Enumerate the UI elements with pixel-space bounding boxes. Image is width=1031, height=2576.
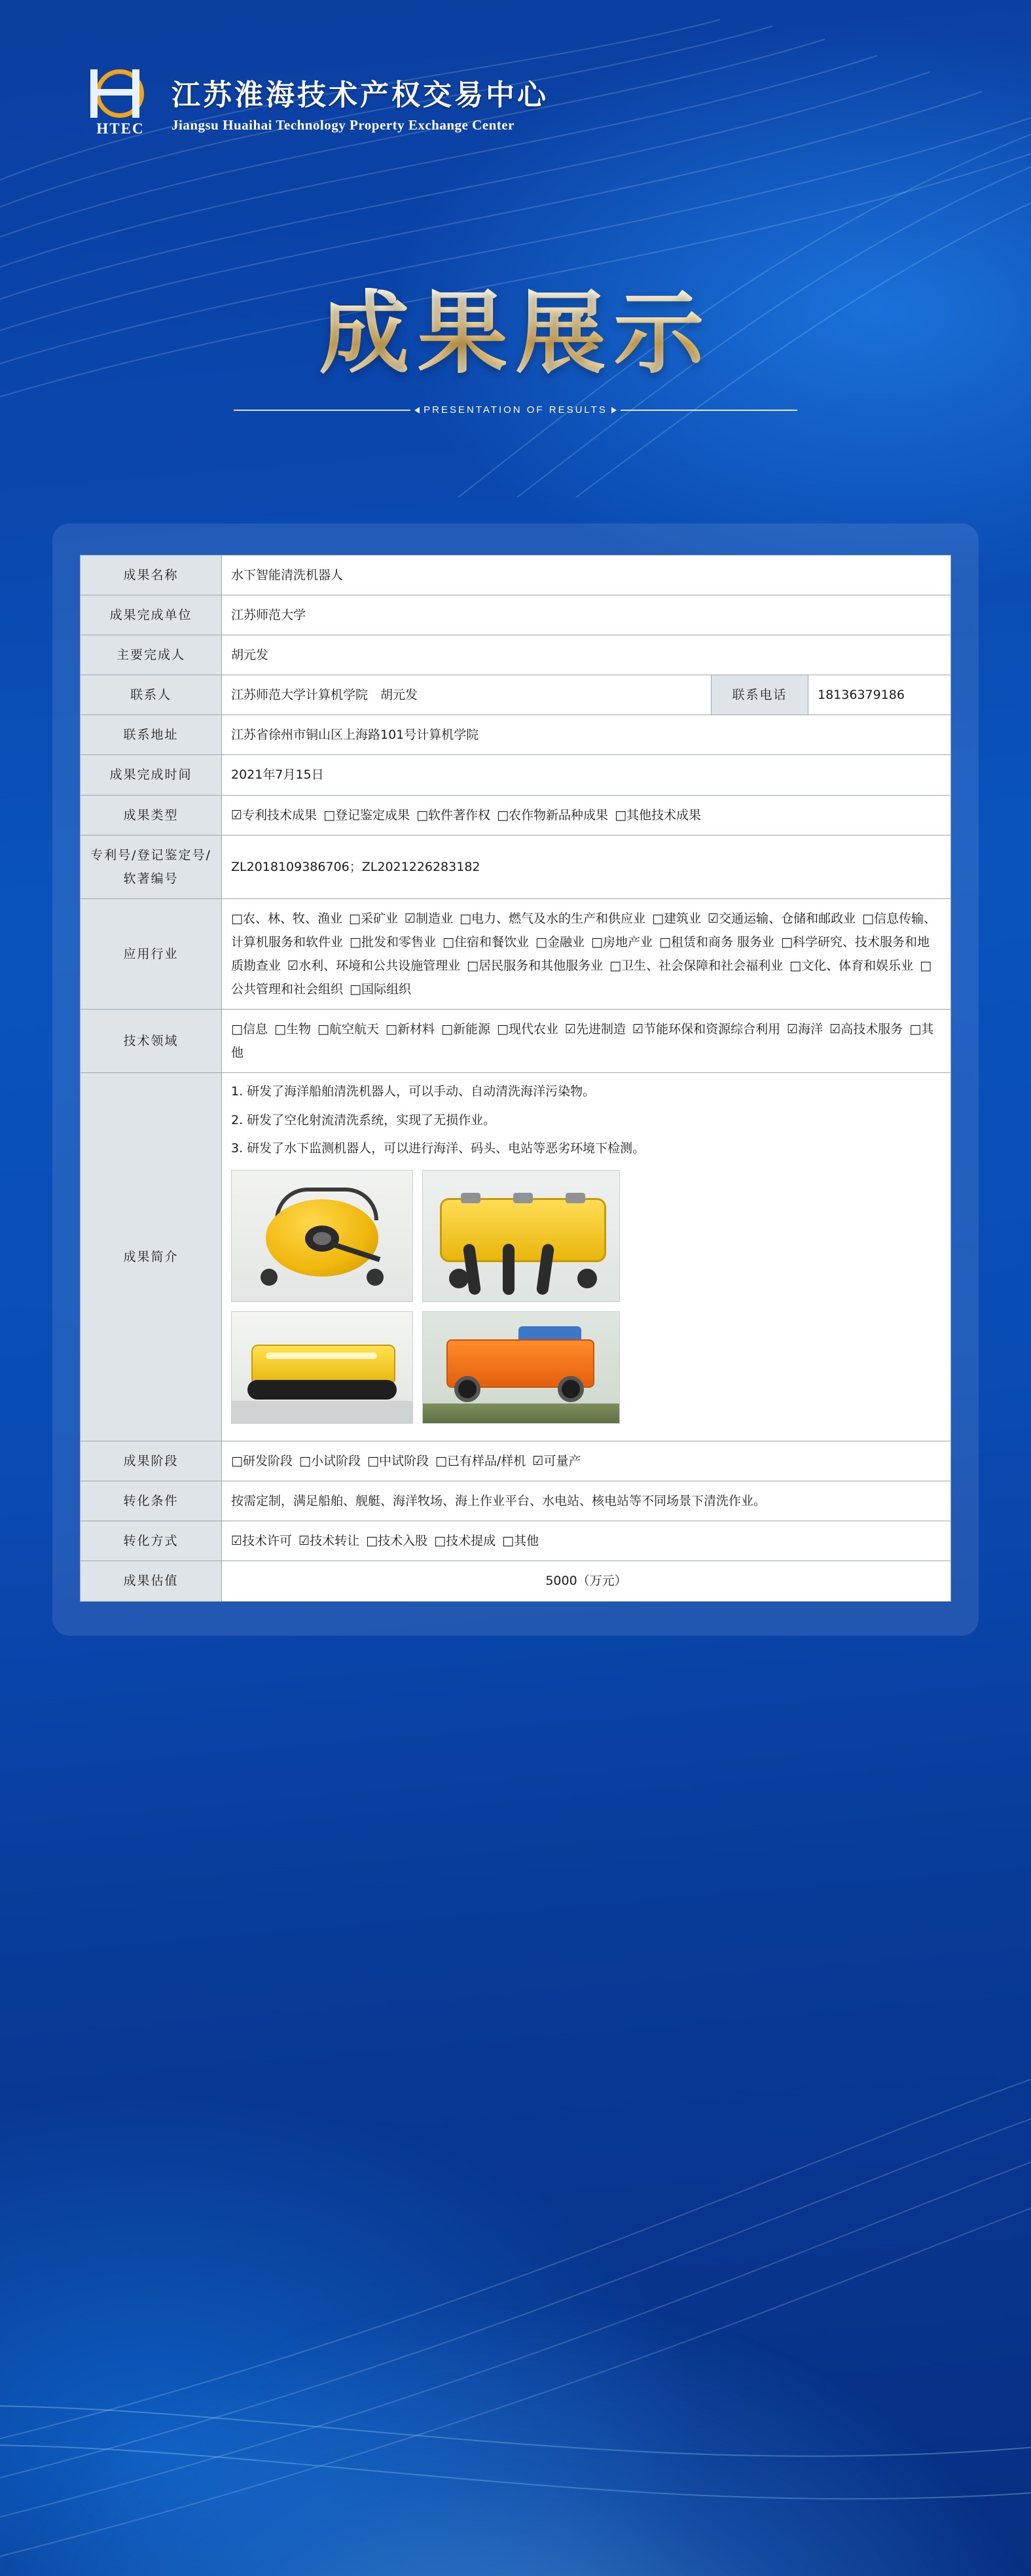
mode-option-2[interactable]: □技术入股 <box>366 1534 432 1549</box>
tech-option-7[interactable]: ☑节能环保和资源综合利用 <box>632 1022 785 1037</box>
label-name: 成果名称 <box>81 556 222 595</box>
brand-logo <box>84 65 549 139</box>
industry-option-7[interactable]: □批发和零售业 <box>350 934 441 949</box>
result-card <box>52 523 979 1636</box>
brief-item-0: 1. 研发了海洋船舶清洗机器人，可以手动、自动清洗海洋污染物。 <box>231 1084 596 1099</box>
photo-orange-robot <box>422 1311 620 1424</box>
label-mode: 转化方式 <box>81 1521 222 1561</box>
stage-option-0[interactable]: □研发阶段 <box>231 1454 297 1469</box>
industry-option-13[interactable]: ☑水利、环境和公共设施管理业 <box>287 959 465 974</box>
label-phone: 联系电话 <box>712 675 808 715</box>
table-row-person <box>81 635 951 675</box>
industry-option-17[interactable]: □公共管理和社会组织 <box>231 959 932 997</box>
photo-row-bottom <box>231 1311 941 1424</box>
photo2-cap-2 <box>513 1193 533 1203</box>
brief-item-2: 3. 研发了水下监测机器人，可以进行海洋、码头、电站等恶劣环境下检测。 <box>231 1140 645 1156</box>
type-option-3[interactable]: □农作物新品种成果 <box>497 807 613 822</box>
photo2-cap-1 <box>461 1193 480 1203</box>
value-person: 胡元发 <box>222 635 951 675</box>
value-tech-options <box>222 1010 951 1073</box>
table-row-patent <box>81 835 951 898</box>
bottom-swoosh-lines <box>0 1987 1031 2576</box>
brand-text <box>172 71 549 133</box>
mode-option-3[interactable]: □技术提成 <box>434 1534 500 1549</box>
type-option-4[interactable]: □其他技术成果 <box>615 807 702 822</box>
label-contact: 联系人 <box>81 675 222 715</box>
photo3-strip <box>266 1352 377 1359</box>
industry-option-9[interactable]: □金融业 <box>535 934 589 949</box>
photo2-cap-3 <box>566 1193 585 1203</box>
tech-option-6[interactable]: ☑先进制造 <box>565 1022 630 1037</box>
photo-tracked-robot <box>231 1311 413 1424</box>
mode-option-1[interactable]: ☑技术转让 <box>298 1534 364 1549</box>
industry-option-10[interactable]: □房地产业 <box>591 934 657 949</box>
tech-option-10[interactable]: □其他 <box>231 1022 934 1061</box>
stage-option-3[interactable]: □已有样品/样机 <box>435 1454 530 1469</box>
rule-left <box>234 410 410 411</box>
industry-option-4[interactable]: □建筑业 <box>652 911 706 926</box>
industry-option-6[interactable]: □信息传输、计算机服务和软件业 <box>231 911 937 949</box>
label-date: 成果完成时间 <box>81 755 222 795</box>
industry-option-18[interactable]: □国际组织 <box>350 982 411 997</box>
value-address: 江苏省徐州市铜山区上海路101号计算机学院 <box>222 715 951 755</box>
photo-jet-frame <box>422 1170 620 1302</box>
photo-gallery <box>231 1170 941 1424</box>
table-row-industry <box>81 898 951 1009</box>
photo2-wheel-left <box>449 1269 469 1288</box>
tech-option-3[interactable]: □新材料 <box>386 1022 439 1037</box>
mode-option-0[interactable]: ☑技术许可 <box>231 1534 297 1549</box>
value-phone: 18136379186 <box>808 675 951 715</box>
page-title: 成果展示 <box>319 279 712 386</box>
checkbox-group-industry[interactable] <box>231 911 936 997</box>
photo1-wheel-left <box>261 1269 278 1286</box>
industry-option-1[interactable]: □采矿业 <box>349 911 402 926</box>
brand-name-en: Jiangsu Huaihai Technology Property Exchange Center <box>172 116 515 133</box>
triangle-left-icon <box>414 407 420 414</box>
industry-option-16[interactable]: □文化、体育和娱乐业 <box>789 959 918 974</box>
value-industry-options <box>222 898 951 1009</box>
table-row-name <box>81 556 951 595</box>
industry-option-15[interactable]: □卫生、社会保障和社会福利业 <box>609 959 787 974</box>
industry-option-14[interactable]: □居民服务和其他服务业 <box>467 959 607 974</box>
photo4-wheel-front <box>454 1376 480 1402</box>
value-name: 水下智能清洗机器人 <box>222 556 951 595</box>
label-address: 联系地址 <box>81 715 222 755</box>
table-row-mode <box>81 1521 951 1561</box>
table-row-org <box>81 595 951 635</box>
label-value: 成果估值 <box>81 1561 222 1601</box>
label-brief: 成果简介 <box>81 1073 222 1441</box>
label-patent: 专利号/登记鉴定号/软著编号 <box>81 835 222 898</box>
photo2-wheel-right <box>577 1269 597 1288</box>
industry-option-5[interactable]: ☑交通运输、仓储和邮政业 <box>708 911 860 926</box>
tech-option-8[interactable]: ☑海洋 <box>787 1022 827 1037</box>
value-stage-options <box>222 1441 951 1481</box>
label-tech: 技术领域 <box>81 1010 222 1073</box>
photo4-wheel-rear <box>558 1376 584 1402</box>
table-row-brief <box>81 1073 951 1441</box>
achievement-table <box>80 555 951 1602</box>
photo-round-cleaner <box>231 1170 413 1302</box>
industry-option-8[interactable]: □住宿和餐饮业 <box>443 934 534 949</box>
bottom-glow <box>0 2301 1031 2576</box>
type-option-2[interactable]: □软件著作权 <box>416 807 495 822</box>
value-estimate: 5000（万元） <box>222 1561 951 1601</box>
value-mode-options <box>222 1521 951 1561</box>
value-contact: 江苏师范大学计算机学院 胡元发 <box>222 675 712 715</box>
logo-bar-middle <box>90 89 139 96</box>
table-row-address <box>81 715 951 755</box>
photo-row-top <box>231 1170 941 1302</box>
industry-option-2[interactable]: ☑制造业 <box>405 911 458 926</box>
label-org: 成果完成单位 <box>81 595 222 635</box>
stage-option-4[interactable]: ☑可量产 <box>532 1454 581 1469</box>
tech-option-5[interactable]: □现代农业 <box>497 1022 562 1037</box>
brief-item-1: 2. 研发了空化射流清洗系统，实现了无损作业。 <box>231 1112 496 1127</box>
photo3-floor <box>232 1401 412 1423</box>
tech-option-1[interactable]: □生物 <box>274 1022 315 1037</box>
tech-option-2[interactable]: □航空航天 <box>317 1022 383 1037</box>
table-row-tech <box>81 1010 951 1073</box>
hero-subtitle-rule <box>0 404 1031 415</box>
industry-option-12[interactable]: □科学研究、技术服务和地质勘查业 <box>231 934 930 974</box>
label-type: 成果类型 <box>81 795 222 835</box>
value-brief <box>222 1073 951 1441</box>
stage-option-2[interactable]: □中试阶段 <box>367 1454 433 1469</box>
checkbox-group-stage[interactable] <box>231 1454 583 1468</box>
background-decoration-bottom <box>0 1987 1031 2576</box>
label-industry: 应用行业 <box>81 898 222 1009</box>
table-row-type <box>81 795 951 835</box>
value-condition: 按需定制，满足船舶、舰艇、海洋牧场、海上作业平台、水电站、核电站等不同场景下清洗作业。 <box>222 1481 951 1521</box>
table-row-value <box>81 1561 951 1601</box>
triangle-right-icon <box>611 407 617 414</box>
brief-item-list <box>231 1081 941 1159</box>
table-row-contact <box>81 675 951 715</box>
industry-option-3[interactable]: □电力、燃气及水的生产和供应业 <box>460 911 650 926</box>
rule-right <box>621 410 797 411</box>
industry-option-0[interactable]: □农、林、牧、渔业 <box>231 911 346 926</box>
industry-option-11[interactable]: □租赁和商务 服务业 <box>659 934 779 949</box>
photo4-ground <box>423 1403 619 1423</box>
mode-option-4[interactable]: □其他 <box>502 1534 539 1549</box>
tech-option-0[interactable]: □信息 <box>231 1022 272 1037</box>
photo3-deck <box>251 1345 395 1385</box>
value-org: 江苏师范大学 <box>222 595 951 635</box>
logo-letters: HTEC <box>96 120 145 137</box>
checkbox-group-tech[interactable] <box>231 1022 933 1060</box>
value-patent: ZL2018109386706；ZL2021226283182 <box>222 835 951 898</box>
tech-option-4[interactable]: □新能源 <box>441 1022 494 1037</box>
hero-title-zone <box>0 279 1031 415</box>
photo1-wheel-right <box>367 1269 384 1286</box>
checkbox-group-mode[interactable] <box>231 1534 541 1548</box>
table-row-stage <box>81 1441 951 1481</box>
brand-name-cn: 江苏淮海技术产权交易中心 <box>172 78 549 112</box>
hero-subtitle: PRESENTATION OF RESULTS <box>424 404 607 415</box>
table-row-condition <box>81 1481 951 1521</box>
table-row-date <box>81 755 951 795</box>
tech-option-9[interactable]: ☑高技术服务 <box>829 1022 907 1037</box>
label-person: 主要完成人 <box>81 635 222 675</box>
value-date: 2021年7月15日 <box>222 755 951 795</box>
type-option-0[interactable]: ☑专利技术成果 <box>231 807 321 822</box>
type-option-1[interactable]: □登记鉴定成果 <box>323 807 414 822</box>
checkbox-group-type[interactable] <box>231 808 704 822</box>
page-header <box>0 0 1031 196</box>
photo3-track <box>247 1380 397 1400</box>
label-condition: 转化条件 <box>81 1481 222 1521</box>
photo2-hose-2 <box>503 1244 515 1295</box>
htec-logo-icon <box>84 65 157 139</box>
stage-option-1[interactable]: □小试阶段 <box>299 1454 365 1469</box>
value-type-options <box>222 795 951 835</box>
label-stage: 成果阶段 <box>81 1441 222 1481</box>
